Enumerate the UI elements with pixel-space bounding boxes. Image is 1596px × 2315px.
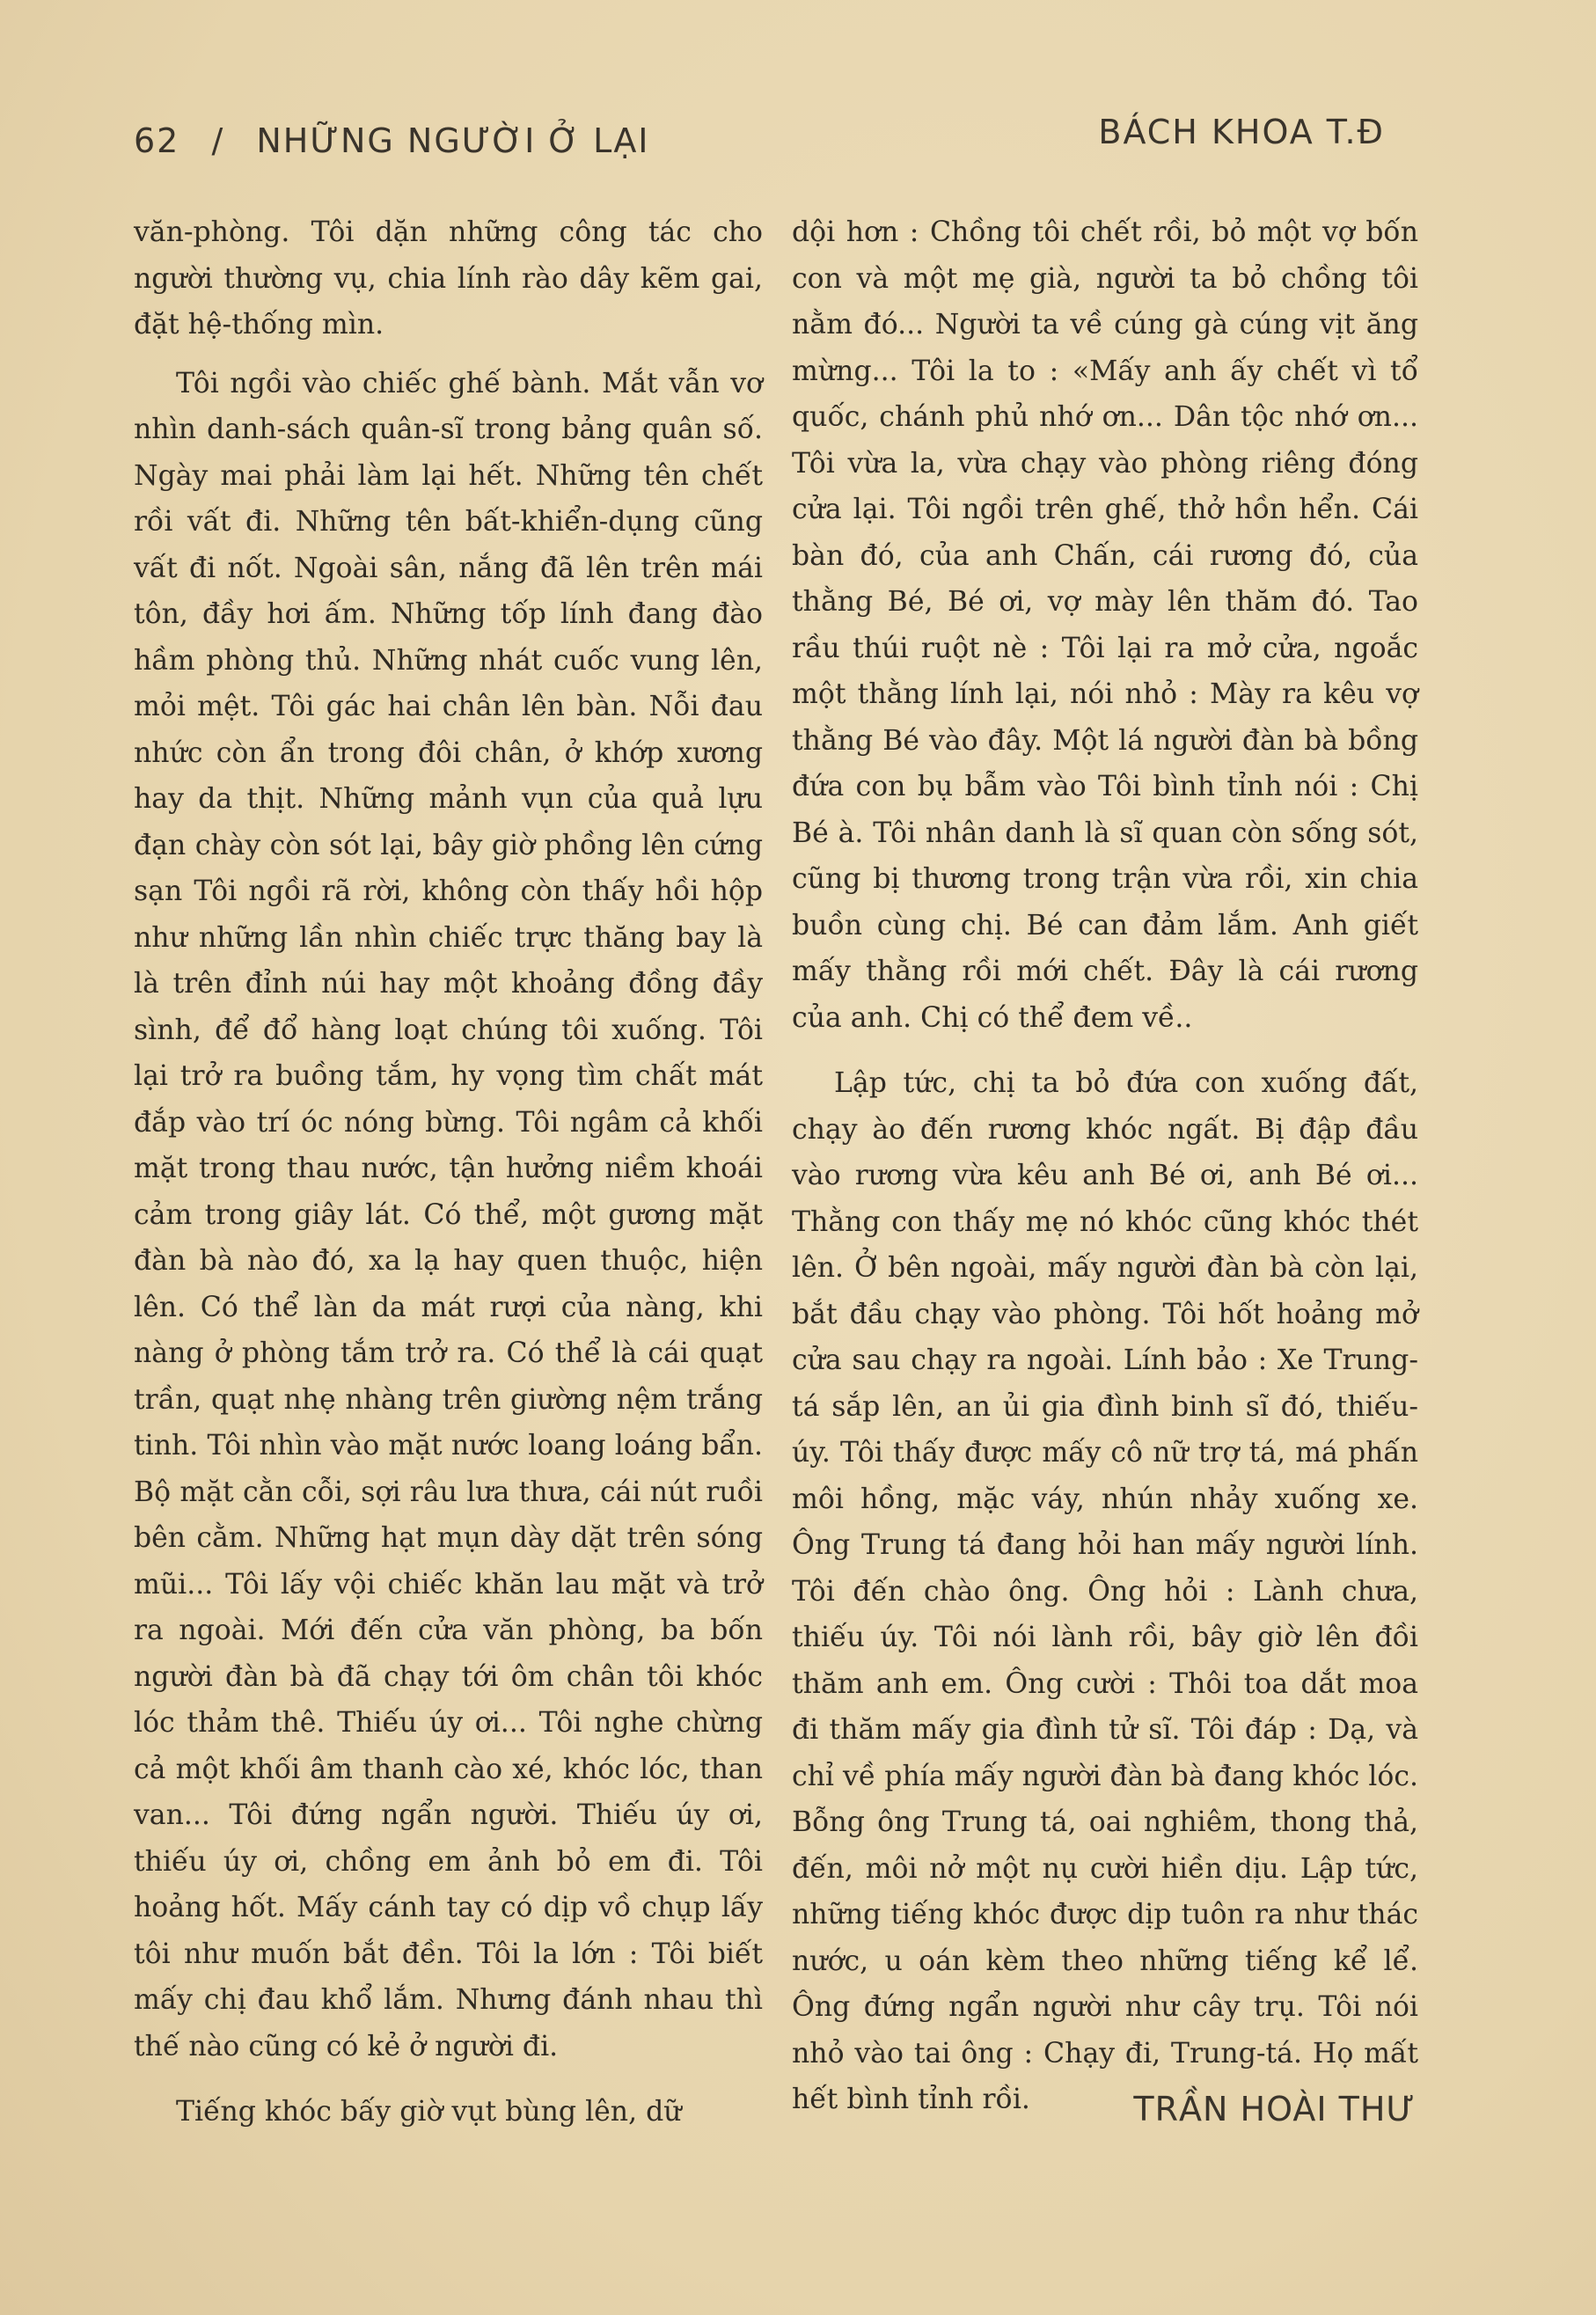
page-number: 62 — [134, 121, 180, 160]
paragraph: dội hơn : Chồng tôi chết rồi, bỏ một vợ bốn con và một mẹ già, người ta bỏ chồng tôi nằm đó... Người ta về cúng gà cúng vịt ăng mừng... Tôi la to : «Mấy anh ấy chết vì tổ quốc, chánh phủ nhớ ơn... Dân tộc nhớ ơn... Tôi vừa la, vừa chạy vào phòng riêng đóng cửa lại. Tôi ngồi trên ghế, thở hồn hển. Cái bàn đó, của anh Chấn, cái rương đó, của thằng Bé, Bé ơi, vợ mày lên thăm đó. Tao rầu thúi ruột nè : Tôi lại ra mở cửa, ngoắc một thằng lính lại, nói nhỏ : Mày ra kêu vợ thằng Bé vào đây. Một lá người đàn bà bồng đứa con bụ bẫm vào Tôi bình tỉnh nói : Chị Bé à. Tôi nhân danh là sĩ quan còn sống sót, cũng bị thương trong trận vừa rồi, xin chia buồn cùng chị. Bé can đảm lắm. Anh giết mấy thằng rồi mới chết. Đây là cái rương của anh. Chị có thể đem về.. — [792, 216, 1418, 1034]
magazine-name: BÁCH KHOA T.Đ — [1098, 113, 1385, 151]
left-column — [134, 209, 763, 2136]
paragraph: Lập tức, chị ta bỏ đứa con xuống đất, chạy ào đến rương khóc ngất. Bị đập đầu vào rương vừa kêu anh Bé ơi, anh Bé ơi... Thằng con thấy mẹ nó khóc cũng khóc thét lên. Ở bên ngoài, mấy người đàn bà còn lại, bắt đầu chạy vào phòng. Tôi hốt hoảng mở cửa sau chạy ra ngoài. Lính bảo : Xe Trung-tá sắp lên, an ủi gia đình binh sĩ đó, thiếu-úy. Tôi thấy được mấy cô nữ trợ tá, má phấn môi hồng, mặc váy, nhún nhảy xuống xe. Ông Trung tá đang hỏi han mấy người lính. Tôi đến chào ông. Ông hỏi : Lành chưa, thiếu úy. Tôi nói lành rồi, bây giờ lên đồi thăm anh em. Ông cười : Thôi toa dắt moa đi thăm mấy gia đình tử sĩ. Tôi đáp : Dạ, và chỉ về phía mấy người đàn bà đang khóc lóc. Bỗng ông Trung tá, oai nghiêm, thong thả, đến, môi nở một nụ cười hiền dịu. Lập tức, những tiếng khóc được dịp tuôn ra như thác nước, u oán kèm theo những tiếng kể lể. Ông đứng ngẩn người như cây trụ. Tôi nói nhỏ vào tai ông : Chạy đi, Trung-tá. Họ mất hết bình tỉnh rồi. — [792, 1067, 1418, 2115]
story-title: NHỮNG NGƯỜI Ở LẠI — [256, 121, 650, 160]
paragraph: văn-phòng. Tôi dặn những công tác cho người thường vụ, chia lính rào dây kẽm gai, đặt hệ-thống mìn. — [134, 216, 763, 341]
right-column — [792, 209, 1418, 2123]
header-separator: / — [211, 121, 225, 160]
paragraph: Tiếng khóc bấy giờ vụt bùng lên, dữ — [176, 2096, 682, 2128]
page-header — [134, 113, 1385, 165]
author-signature: TRẦN HOÀI THƯ — [1133, 2090, 1416, 2128]
header-left — [134, 121, 650, 160]
paragraph: Tôi ngồi vào chiếc ghế bành. Mắt vẫn vơ nhìn danh-sách quân-sĩ trong bảng quân số. Ngày mai phải làm lại hết. Những tên chết rồi vất đi. Những tên bất-khiển-dụng cũng vất đi nốt. Ngoài sân, nắng đã lên trên mái tôn, đầy hơi ấm. Những tốp lính đang đào hầm phòng thủ. Những nhát cuốc vung lên, mỏi mệt. Tôi gác hai chân lên bàn. Nỗi đau nhức còn ẩn trong đôi chân, ở khớp xương hay da thịt. Những mảnh vụn của quả lựu đạn chày còn sót lại, bây giờ phồng lên cứng sạn Tôi ngồi rã rời, không còn thấy hồi hộp như những lần nhìn chiếc trực thăng bay là là trên đỉnh núi hay một khoảng đồng đầy sình, để đổ hàng loạt chúng tôi xuống. Tôi lại trở ra buồng tắm, hy vọng tìm chất mát đắp vào trí óc nóng bừng. Tôi ngâm cả khối mặt trong thau nước, tận hưởng niềm khoái cảm trong giây lát. Có thể, một gương mặt đàn bà nào đó, xa lạ hay quen thuộc, hiện lên. Có thể làn da mát rượi của nàng, khi nàng ở phòng tắm trở ra. Có thể là cái quạt trần, quạt nhẹ nhàng trên giường nệm trắng tinh. Tôi nhìn vào mặt nước loang loáng bẩn. Bộ mặt cằn cỗi, sợi râu lưa thưa, cái nút ruồi bên cằm. Những hạt mụn dày dặt trên sóng mũi... Tôi lấy vội chiếc khăn lau mặt và trở ra ngoài. Mới đến cửa văn phòng, ba bốn người đàn bà đã chạy tới ôm chân tôi khóc lóc thảm thê. Thiếu úy ơi... Tôi nghe chừng cả một khối âm thanh cào xé, khóc lóc, than van... Tôi đứng ngẩn người. Thiếu úy ơi, thiếu úy ơi, chồng em ảnh bỏ em đi. Tôi hoảng hốt. Mấy cánh tay có dịp vồ chụp lấy tôi như muốn bắt đền. Tôi la lớn : Tôi biết mấy chị đau khổ lắm. Nhưng đánh nhau thì thế nào cũng có kẻ ở người đi. — [134, 367, 763, 2062]
